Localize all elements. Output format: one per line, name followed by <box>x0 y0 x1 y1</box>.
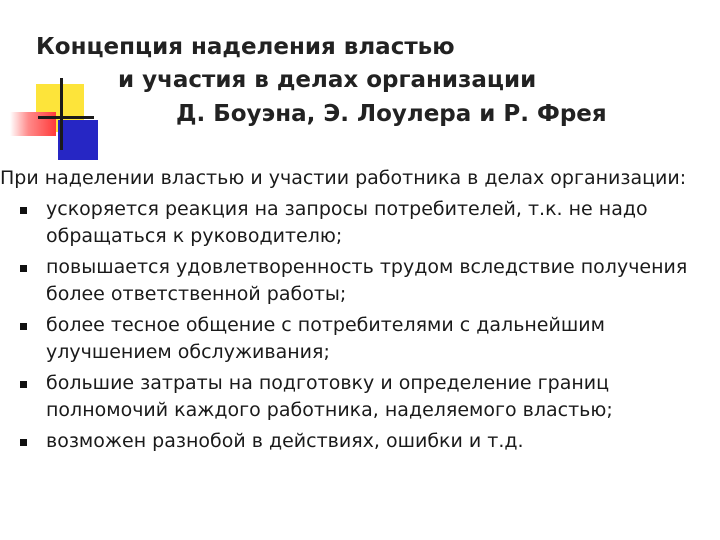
logo-blue-square <box>58 120 98 160</box>
list-item <box>0 428 700 455</box>
list-item <box>0 254 700 308</box>
title-line-3: Д. Боуэна, Э. Лоулера и Р. Фрея <box>176 101 607 127</box>
list-item <box>0 370 700 424</box>
square-bullet-icon <box>20 381 27 388</box>
list-item-text: ускоряется реакция на запросы потребителей, т.к. не надо обращаться к руководителю; <box>46 198 648 247</box>
slide-content <box>0 165 700 459</box>
title-line-2: и участия в делах организации <box>118 67 537 93</box>
decorative-logo <box>0 0 110 150</box>
list-item-text: повышается удовлетворенность трудом вследствие получения более ответственной работы; <box>46 256 688 305</box>
intro-text: При наделении властью и участии работника в делах организации: <box>0 167 687 189</box>
list-item <box>0 196 700 250</box>
logo-vertical-line <box>60 78 63 150</box>
logo-horizontal-line <box>38 116 94 119</box>
list-item <box>0 312 700 366</box>
list-item-text: большие затраты на подготовку и определение границ полномочий каждого работника, наделяемого властью; <box>46 372 613 421</box>
title-line-1: Концепция наделения властью <box>36 34 455 60</box>
square-bullet-icon <box>20 265 27 272</box>
bullet-list <box>0 196 700 455</box>
square-bullet-icon <box>20 439 27 446</box>
list-item-text: более тесное общение с потребителями с дальнейшим улучшением обслуживания; <box>46 314 605 363</box>
square-bullet-icon <box>20 323 27 330</box>
square-bullet-icon <box>20 207 27 214</box>
list-item-text: возможен разнобой в действиях, ошибки и т.д. <box>46 430 524 452</box>
